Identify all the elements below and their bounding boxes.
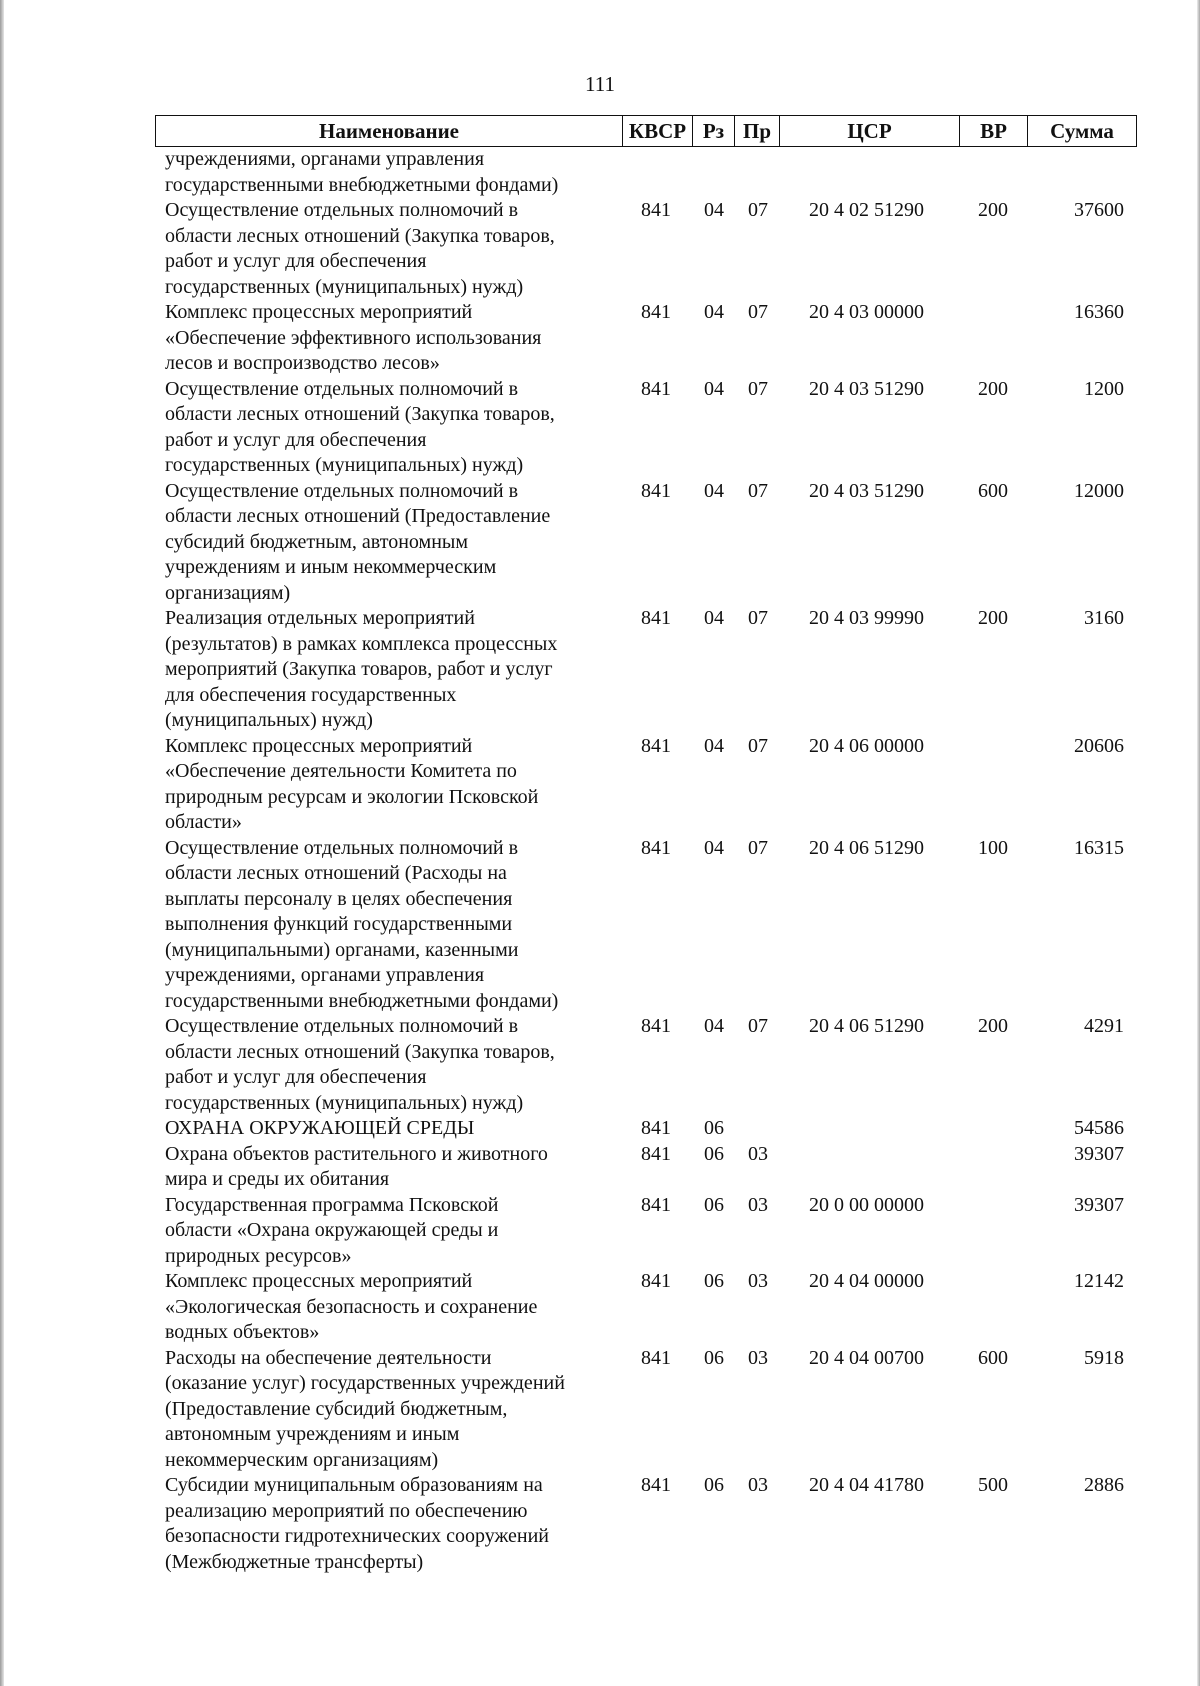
row-name-line: Комплекс процессных мероприятий xyxy=(165,734,473,757)
row-name-line: (муниципальными) органами, казенными xyxy=(165,938,519,961)
row-name-line: ОХРАНА ОКРУЖАЮЩЕЙ СРЕДЫ xyxy=(165,1117,475,1139)
row-name-line: Реализация отдельных мероприятий xyxy=(165,607,475,629)
row-pr: 07 xyxy=(748,199,768,221)
row-kvsr: 841 xyxy=(641,734,671,757)
row-name-line: «Обеспечение эффективного использования xyxy=(165,326,542,349)
row-csr: 20 4 03 51290 xyxy=(809,479,924,502)
row-name-line: (Межбюджетные трансферты) xyxy=(165,1550,424,1573)
row-sum: 2886 xyxy=(1084,1474,1124,1496)
row-csr: 20 4 03 99990 xyxy=(809,607,924,629)
row-csr: 20 4 06 51290 xyxy=(809,836,924,859)
table-row xyxy=(0,734,1200,836)
header-kvsr: КВСР xyxy=(622,116,692,146)
row-name xyxy=(165,300,615,377)
row-pr: 03 xyxy=(748,1474,768,1496)
header-pr: Пр xyxy=(734,116,779,146)
row-name xyxy=(165,198,615,300)
row-sum: 20606 xyxy=(1074,734,1124,757)
row-name-line: реализацию мероприятий по обеспечению xyxy=(165,1499,528,1522)
row-name-line: водных объектов» xyxy=(165,1321,320,1343)
row-rz: 04 xyxy=(704,377,724,400)
row-name-line: безопасности гидротехнических сооружений xyxy=(165,1525,549,1547)
header-csr: ЦСР xyxy=(779,116,959,146)
header-vr: ВР xyxy=(959,116,1027,146)
row-sum: 12000 xyxy=(1074,479,1124,502)
row-kvsr: 841 xyxy=(641,199,671,221)
row-name-line: государственных (муниципальных) нужд) xyxy=(165,454,524,476)
row-name-line: выполнения функций государственными xyxy=(165,913,513,935)
row-name xyxy=(165,1269,615,1346)
row-name-line: области лесных отношений (Закупка товаров, xyxy=(165,224,555,247)
row-name-line: Государственная программа Псковской xyxy=(165,1193,499,1216)
row-rz: 04 xyxy=(704,607,724,629)
row-vr: 200 xyxy=(978,1015,1008,1037)
table-row xyxy=(0,377,1200,479)
row-kvsr: 841 xyxy=(641,479,671,502)
row-csr: 20 0 00 00000 xyxy=(809,1193,924,1216)
row-name-line: государственными внебюджетными фондами) xyxy=(165,989,559,1012)
row-name xyxy=(165,377,615,479)
row-name-line: Охрана объектов растительного и животного xyxy=(165,1142,548,1165)
table-row xyxy=(0,198,1200,300)
row-name-line: для обеспечения государственных xyxy=(165,683,457,706)
row-name xyxy=(165,1346,615,1474)
row-name-line: Расходы на обеспечение деятельности xyxy=(165,1346,492,1369)
row-sum: 1200 xyxy=(1084,377,1124,400)
row-name-line: государственных (муниципальных) нужд) xyxy=(165,275,524,298)
row-name-line: (Предоставление субсидий бюджетным, xyxy=(165,1397,508,1420)
row-sum: 12142 xyxy=(1074,1270,1124,1292)
row-name-line: Осуществление отдельных полномочий в xyxy=(165,479,519,502)
row-kvsr: 841 xyxy=(641,377,671,400)
row-csr: 20 4 04 00000 xyxy=(809,1270,924,1292)
row-pr: 03 xyxy=(748,1346,768,1369)
row-name-line: «Обеспечение деятельности Комитета по xyxy=(165,760,517,782)
row-name-line: учреждениями, органами управления xyxy=(165,148,485,170)
table-row xyxy=(0,1116,1200,1142)
row-kvsr: 841 xyxy=(641,1346,671,1369)
row-name-line: природным ресурсам и экологии Псковской xyxy=(165,785,539,808)
table-row xyxy=(0,300,1200,377)
row-name-line: Осуществление отдельных полномочий в xyxy=(165,199,519,221)
row-sum: 16315 xyxy=(1074,836,1124,859)
row-name-line: Осуществление отдельных полномочий в xyxy=(165,836,519,859)
table-row xyxy=(0,1142,1200,1193)
row-pr: 07 xyxy=(748,607,768,629)
row-rz: 06 xyxy=(704,1193,724,1216)
row-csr: 20 4 04 00700 xyxy=(809,1346,924,1369)
row-rz: 04 xyxy=(704,479,724,502)
row-csr: 20 4 06 51290 xyxy=(809,1015,924,1037)
row-csr: 20 4 06 00000 xyxy=(809,734,924,757)
row-sum: 39307 xyxy=(1074,1142,1124,1165)
row-name-line: (муниципальных) нужд) xyxy=(165,709,373,731)
row-kvsr: 841 xyxy=(641,1142,671,1165)
row-name xyxy=(165,147,615,198)
table-row xyxy=(0,147,1200,198)
row-vr: 200 xyxy=(978,377,1008,400)
row-rz: 06 xyxy=(704,1142,724,1165)
row-name xyxy=(165,836,615,1015)
table-row xyxy=(0,1473,1200,1575)
row-kvsr: 841 xyxy=(641,1015,671,1037)
row-name-line: природных ресурсов» xyxy=(165,1244,352,1267)
row-vr: 100 xyxy=(978,836,1008,859)
row-name xyxy=(165,1116,615,1142)
row-rz: 04 xyxy=(704,199,724,221)
row-sum: 16360 xyxy=(1074,301,1124,323)
row-rz: 06 xyxy=(704,1117,724,1139)
table-row xyxy=(0,836,1200,1015)
row-name xyxy=(165,1142,615,1193)
row-kvsr: 841 xyxy=(641,1193,671,1216)
row-sum: 37600 xyxy=(1074,199,1124,221)
row-name-line: мероприятий (Закупка товаров, работ и услуг xyxy=(165,658,553,680)
row-pr: 07 xyxy=(748,301,768,323)
row-name-line: государственных (муниципальных) нужд) xyxy=(165,1091,524,1114)
row-name-line: выплаты персоналу в целях обеспечения xyxy=(165,887,513,910)
row-csr: 20 4 03 51290 xyxy=(809,377,924,400)
row-rz: 04 xyxy=(704,836,724,859)
row-kvsr: 841 xyxy=(641,1117,671,1139)
row-name-line: мира и среды их обитания xyxy=(165,1168,390,1190)
row-pr: 07 xyxy=(748,1015,768,1037)
row-sum: 4291 xyxy=(1084,1015,1124,1037)
row-name-line: Комплекс процессных мероприятий xyxy=(165,1270,473,1292)
row-pr: 07 xyxy=(748,836,768,859)
row-name-line: учреждениями, органами управления xyxy=(165,964,485,986)
row-vr: 200 xyxy=(978,199,1008,221)
row-sum: 3160 xyxy=(1084,607,1124,629)
row-name-line: области лесных отношений (Закупка товаров, xyxy=(165,403,555,425)
row-rz: 06 xyxy=(704,1270,724,1292)
row-pr: 03 xyxy=(748,1193,768,1216)
row-vr: 600 xyxy=(978,479,1008,502)
row-name-line: Осуществление отдельных полномочий в xyxy=(165,1015,519,1037)
row-name-line: учреждениям и иным некоммерческим xyxy=(165,556,497,578)
table-row xyxy=(0,1346,1200,1474)
row-name-line: организациям) xyxy=(165,581,291,604)
table-row xyxy=(0,606,1200,734)
header-name: Наименование xyxy=(319,119,459,143)
row-name-line: области» xyxy=(165,811,242,833)
page-number: 111 xyxy=(585,72,615,96)
table-row xyxy=(0,1014,1200,1116)
row-name-line: Субсидии муниципальным образованиям на xyxy=(165,1474,543,1496)
row-pr: 07 xyxy=(748,479,768,502)
row-name-line: лесов и воспроизводство лесов» xyxy=(165,352,440,374)
row-name-line: (оказание услуг) государственных учреждений xyxy=(165,1372,565,1394)
table-row xyxy=(0,479,1200,607)
row-name-line: некоммерческим организациям) xyxy=(165,1448,439,1471)
row-csr: 20 4 04 41780 xyxy=(809,1474,924,1496)
row-vr: 200 xyxy=(978,607,1008,629)
row-name-line: области лесных отношений (Расходы на xyxy=(165,862,507,884)
row-kvsr: 841 xyxy=(641,1270,671,1292)
row-name-line: области «Охрана окружающей среды и xyxy=(165,1219,499,1241)
row-name xyxy=(165,606,615,734)
row-rz: 06 xyxy=(704,1346,724,1369)
row-name-line: (результатов) в рамках комплекса процессных xyxy=(165,632,558,655)
row-kvsr: 841 xyxy=(641,607,671,629)
row-kvsr: 841 xyxy=(641,301,671,323)
row-csr: 20 4 03 00000 xyxy=(809,301,924,323)
row-name-line: государственными внебюджетными фондами) xyxy=(165,173,559,196)
row-name-line: работ и услуг для обеспечения xyxy=(165,428,427,451)
row-name-line: работ и услуг для обеспечения xyxy=(165,1066,427,1088)
row-vr: 500 xyxy=(978,1474,1008,1496)
row-vr: 600 xyxy=(978,1346,1008,1369)
table-row xyxy=(0,1193,1200,1270)
row-name-line: области лесных отношений (Предоставление xyxy=(165,505,551,527)
row-name xyxy=(165,479,615,607)
row-sum: 54586 xyxy=(1074,1117,1124,1139)
row-name xyxy=(165,1473,615,1575)
row-pr: 03 xyxy=(748,1142,768,1165)
row-sum: 5918 xyxy=(1084,1346,1124,1369)
row-rz: 06 xyxy=(704,1474,724,1496)
row-name-line: «Экологическая безопасность и сохранение xyxy=(165,1295,538,1318)
row-kvsr: 841 xyxy=(641,836,671,859)
row-pr: 07 xyxy=(748,734,768,757)
row-pr: 03 xyxy=(748,1270,768,1292)
table-row xyxy=(0,1269,1200,1346)
row-name-line: Осуществление отдельных полномочий в xyxy=(165,377,519,400)
row-name-line: субсидий бюджетным, автономным xyxy=(165,530,469,553)
row-name-line: работ и услуг для обеспечения xyxy=(165,250,427,272)
row-kvsr: 841 xyxy=(641,1474,671,1496)
row-name xyxy=(165,1193,615,1270)
row-csr: 20 4 02 51290 xyxy=(809,199,924,221)
row-name-line: автономным учреждениям и иным xyxy=(165,1423,460,1445)
row-sum: 39307 xyxy=(1074,1193,1124,1216)
row-rz: 04 xyxy=(704,301,724,323)
row-name-line: области лесных отношений (Закупка товаров, xyxy=(165,1040,555,1063)
header-sum: Сумма xyxy=(1027,116,1136,146)
table-header xyxy=(155,115,1137,147)
header-rz: Рз xyxy=(692,116,734,146)
row-rz: 04 xyxy=(704,1015,724,1037)
row-name xyxy=(165,734,615,836)
row-pr: 07 xyxy=(748,377,768,400)
row-name-line: Комплекс процессных мероприятий xyxy=(165,301,473,323)
row-name xyxy=(165,1014,615,1116)
row-rz: 04 xyxy=(704,734,724,757)
